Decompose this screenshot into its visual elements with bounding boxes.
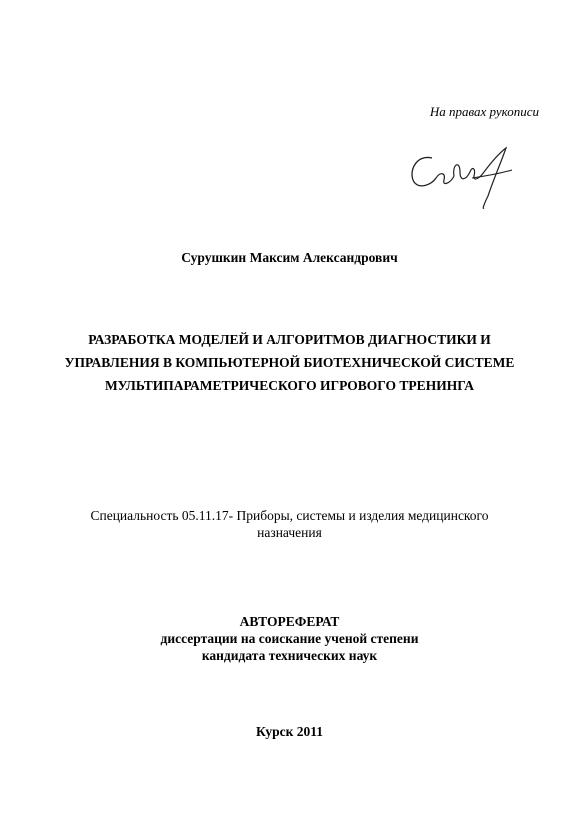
city-year: Курск 2011 [255, 724, 324, 739]
specialty-line: Специальность 05.11.17- Приборы, системы и изделия медицинского [90, 508, 489, 523]
handwritten-signature [402, 138, 520, 220]
dissertation-title [60, 328, 519, 397]
title-line: МУЛЬТИПАРАМЕТРИЧЕСКОГО ИГРОВОГО ТРЕНИНГА [104, 378, 475, 393]
title-line: УПРАВЛЕНИЯ В КОМПЬЮТЕРНОЙ БИОТЕХНИЧЕСКОЙ СИСТЕМЕ [64, 355, 515, 370]
abstract-heading: АВТОРЕФЕРАТ [239, 614, 340, 629]
title-line: РАЗРАБОТКА МОДЕЛЕЙ И АЛГОРИТМОВ ДИАГНОСТИКИ И [88, 332, 491, 347]
abstract-line: кандидата технических наук [201, 648, 378, 663]
specialty-line: назначения [257, 525, 322, 540]
abstract-line: диссертации на соискание ученой степени [160, 631, 419, 646]
rights-note: На правах рукописи [429, 104, 539, 119]
abstract-block [0, 613, 579, 664]
specialty [60, 507, 519, 541]
author-name: Сурушкин Максим Александрович [181, 250, 398, 265]
